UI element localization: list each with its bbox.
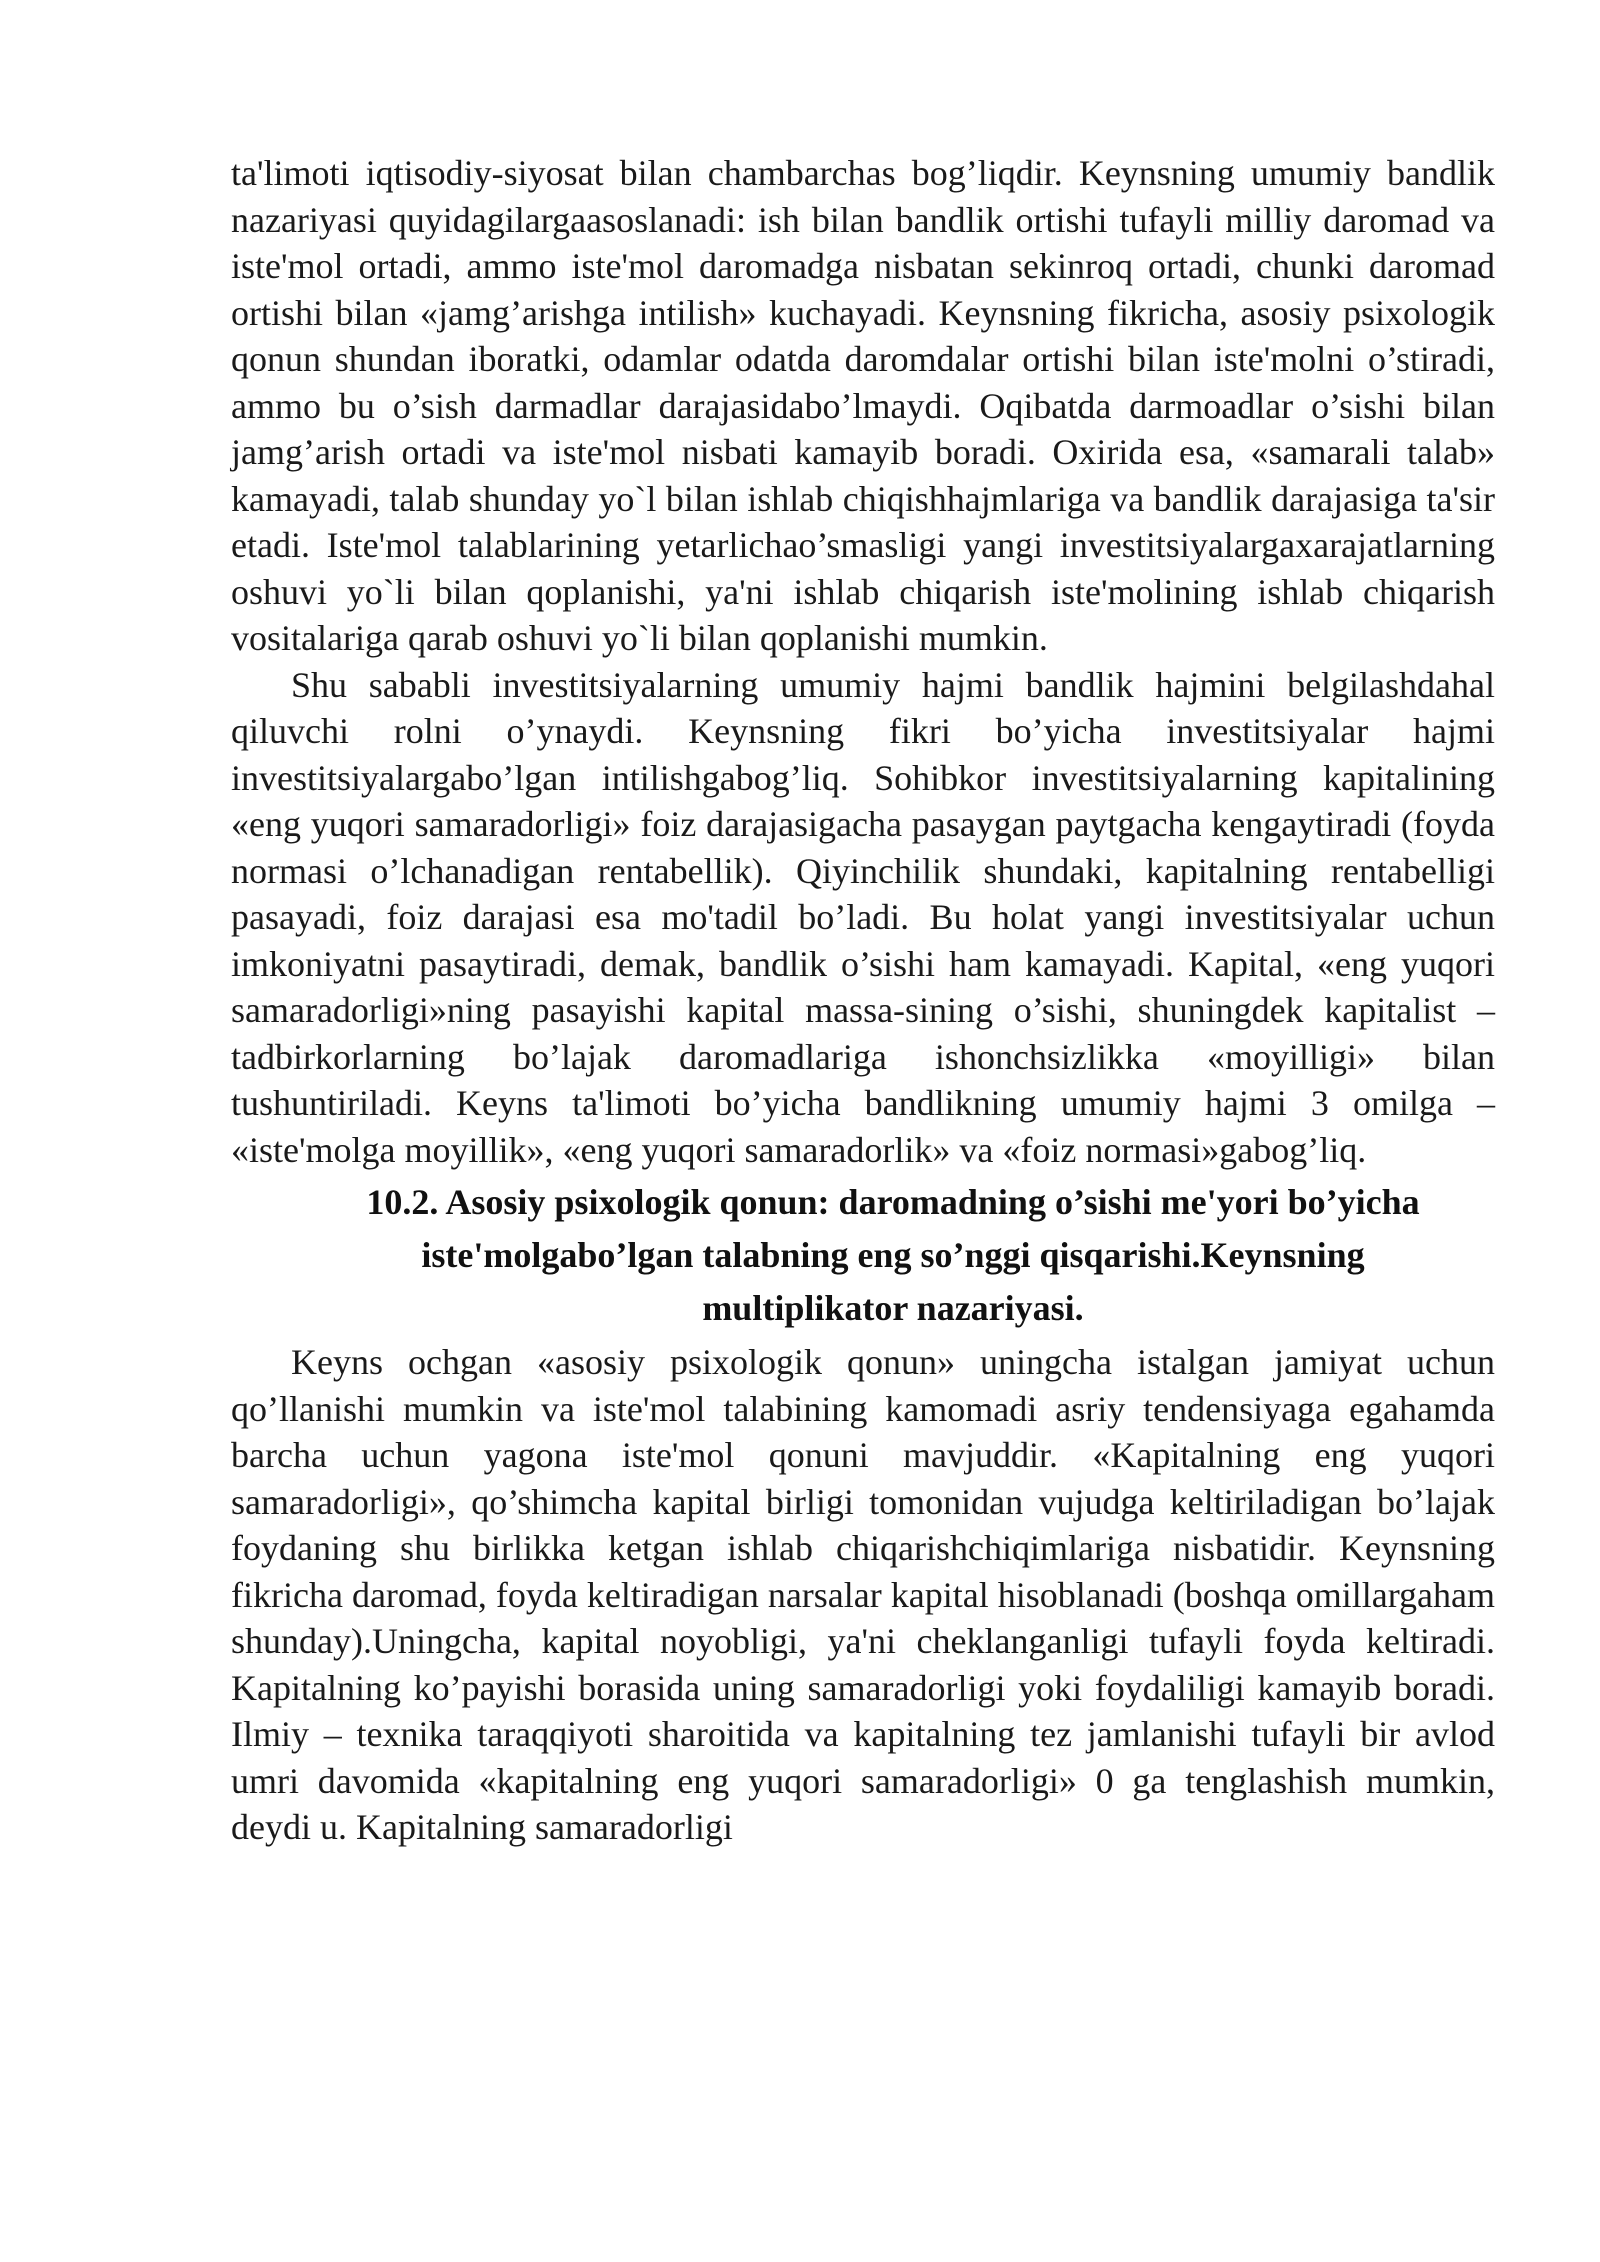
section-heading [231,1176,1495,1335]
paragraph-psychological-law: Keyns ochgan «asosiy psixologik qonun» uningcha istalgan jamiyat uchun qo’llanishi mumkin va iste'mol talabining kamomadi asriy tendensiyaga egahamda barcha uchun yagona iste'mol qonuni mavjuddir. «Kapitalning eng yuqori samaradorligi», qo’shimcha kapital birligi tomonidan vujudga keltiriladigan bo’lajak foydaning shu birlikka ketgan ishlab chiqarishchiqimlariga nisbatidir. Keynsning fikricha daromad, foyda keltiradigan narsalar kapital hisoblanadi (boshqa omillargaham shunday).Uningcha, kapital noyobligi, ya'ni cheklanganligi tufayli foyda keltiradi. Kapitalning ko’payishi borasida uning samaradorligi yoki foydaliligi kamayib boradi. Ilmiy – texnika taraqqiyoti sharoitida va kapitalning tez jamlanishi tufayli bir avlod umri davomida «kapitalning eng yuqori samaradorligi» 0 ga tenglashish mumkin, deydi u. Kapitalning samaradorligi [231,1342,1495,1847]
section-heading-line-3: multiplikator nazariyasi. [702,1288,1084,1328]
section-heading-line-1: 10.2. Asosiy psixologik qonun: daromadning o’sishi me'yori bo’yicha [366,1182,1420,1222]
section-heading-line-2: iste'molgabo’lgan talabning eng so’nggi qisqarishi.Keynsning [421,1235,1365,1275]
document-page [231,150,1495,1851]
paragraph-keynes-theory: ta'limoti iqtisodiy-siyosat bilan chambarchas bog’liqdir. Keynsning umumiy bandlik nazariyasi quyidagilargaasoslanadi: ish bilan bandlik ortishi tufayli milliy daromad va iste'mol ortadi, ammo iste'mol daromadga nisbatan sekinroq ortadi, chunki daromad ortishi bilan «jamg’arishga intilish» kuchayadi. Keynsning fikricha, asosiy psixologik qonun shundan iboratki, odamlar odatda daromdalar ortishi bilan iste'molni o’stiradi, ammo bu o’sish darmadlar darajasidabo’lmaydi. Oqibatda darmoadlar o’sishi bilan jamg’arish ortadi va iste'mol nisbati kamayib boradi. Oxirida esa, «samarali talab» kamayadi, talab shunday yo`l bilan ishlab chiqishhajmlariga va bandlik darajasiga ta'sir etadi. Iste'mol talablarining yetarlichao’smasligi yangi investitsiyalargaxarajatlarning oshuvi yo`li bilan qoplanishi, ya'ni ishlab chiqarish iste'molining ishlab chiqarish vositalariga qarab oshuvi yo`li bilan qoplanishi mumkin. [231,153,1495,658]
paragraph-investments: Shu sababli investitsiyalarning umumiy hajmi bandlik hajmini belgilashdahal qiluvchi rolni o’ynaydi. Keynsning fikri bo’yicha investitsiyalar hajmi investitsiyalargabo’lgan intilishgabog’liq. Sohibkor investitsiyalarning kapitalining «eng yuqori samaradorligi» foiz darajasigacha pasaygan paytgacha kengaytiradi (foyda normasi o’lchanadigan rentabellik). Qiyinchilik shundaki, kapitalning rentabelligi pasayadi, foiz darajasi esa mo'tadil bo’ladi. Bu holat yangi investitsiyalar uchun imkoniyatni pasaytiradi, demak, bandlik o’sishi ham kamayadi. Kapital, «eng yuqori samaradorligi»ning pasayishi kapital massa-sining o’sishi, shuningdek kapitalist – tadbirkorlarning bo’lajak daromadlariga ishonchsizlikka «moyilligi» bilan tushuntiriladi. Keyns ta'limoti bo’yicha bandlikning umumiy hajmi 3 omilga – «iste'molga moyillik», «eng yuqori samaradorlik» va «foiz normasi»gabog’liq. [231,664,1495,1170]
